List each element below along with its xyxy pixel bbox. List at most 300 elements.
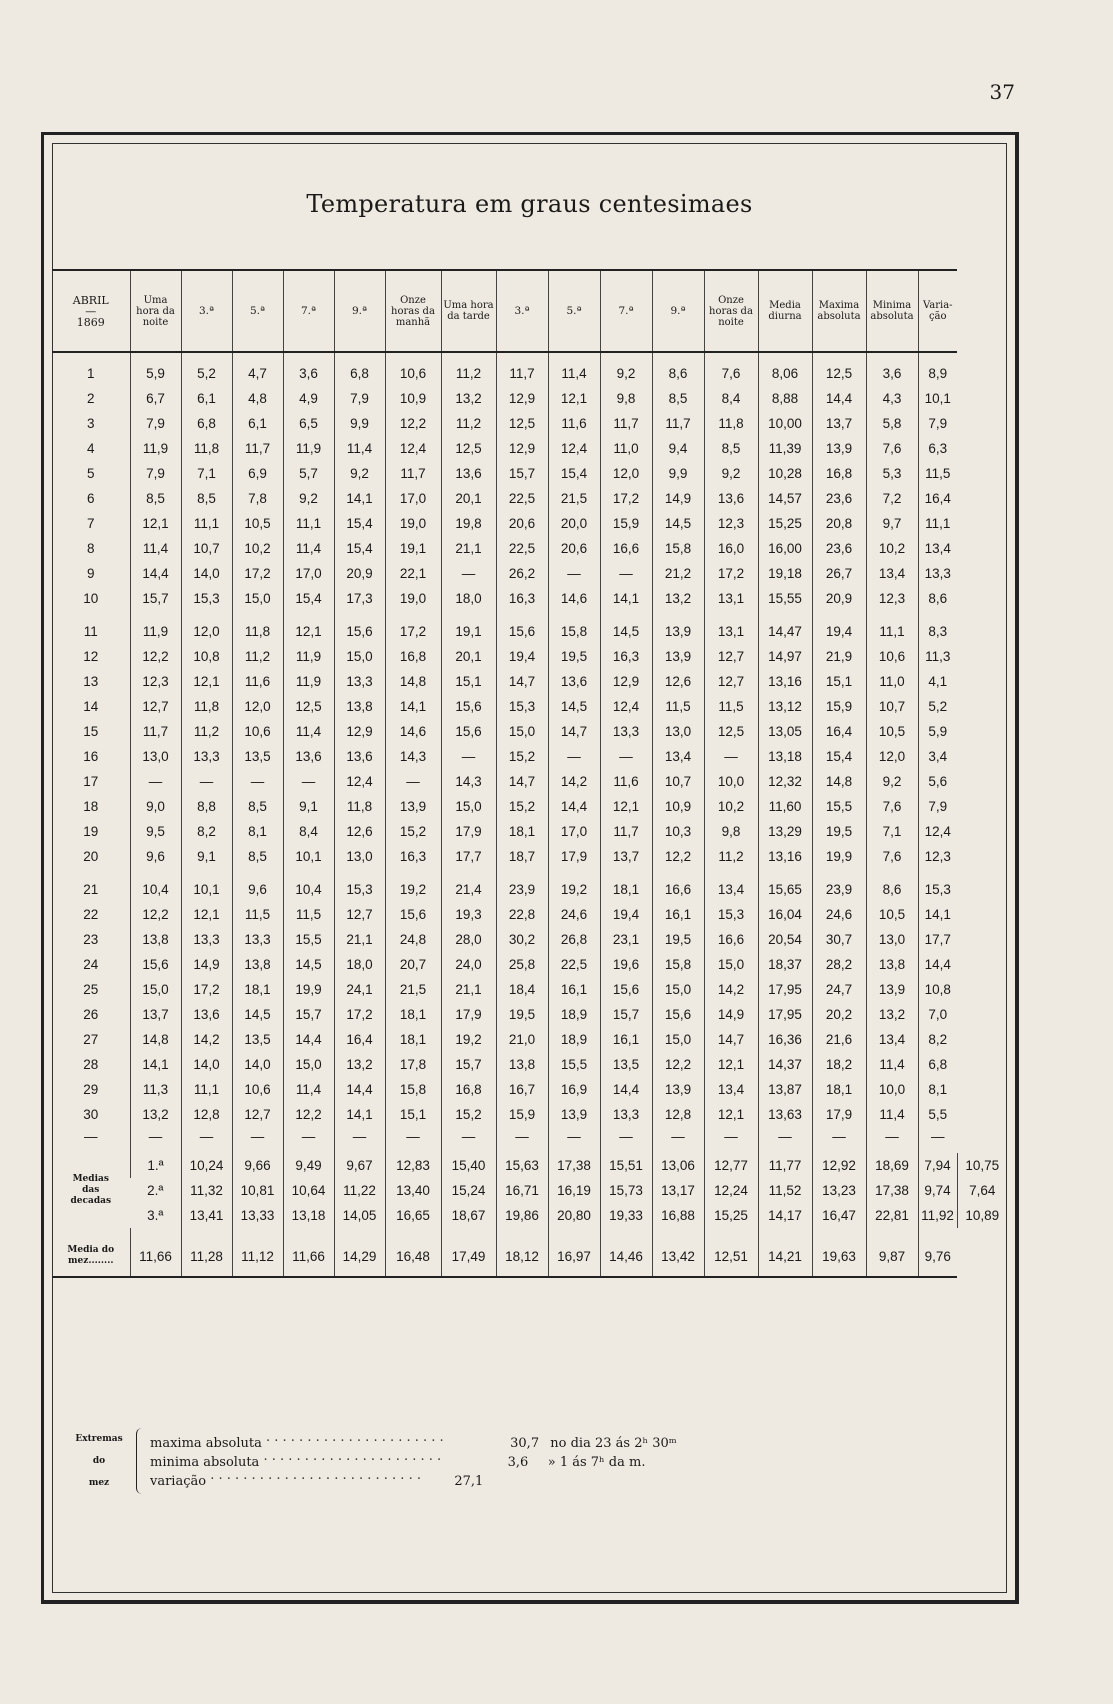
value-cell: 15,6 bbox=[441, 694, 496, 719]
spacer-cell bbox=[334, 869, 385, 877]
value-cell: 8,88 bbox=[758, 386, 812, 411]
extreme-note: no dia 23 ás 2ʰ 30ᵐ bbox=[550, 1436, 677, 1451]
value-cell: 11,6 bbox=[548, 411, 600, 436]
value-cell: 13,8 bbox=[496, 1052, 548, 1077]
value-cell: 10,0 bbox=[866, 1077, 918, 1102]
mean-value: 10,24 bbox=[181, 1153, 232, 1178]
value-cell: 20,8 bbox=[812, 511, 866, 536]
value-cell: 7,9 bbox=[918, 794, 957, 819]
value-cell: 13,0 bbox=[130, 744, 181, 769]
value-cell: 16,3 bbox=[385, 844, 441, 869]
extremes-label bbox=[66, 1428, 132, 1494]
value-cell: 8,5 bbox=[181, 486, 232, 511]
spacer-cell bbox=[385, 869, 441, 877]
value-cell: 17,2 bbox=[704, 561, 758, 586]
spacer-cell bbox=[600, 611, 652, 619]
value-cell: 13,9 bbox=[385, 794, 441, 819]
mean-value: 15,73 bbox=[600, 1178, 652, 1203]
value-cell: 11,8 bbox=[232, 619, 283, 644]
spacer-cell bbox=[283, 1145, 334, 1153]
value-cell: 10,2 bbox=[704, 794, 758, 819]
value-cell: 4,3 bbox=[866, 386, 918, 411]
value-cell: — bbox=[704, 744, 758, 769]
month-mean-value: 14,29 bbox=[334, 1236, 385, 1277]
value-cell: 13,4 bbox=[866, 1027, 918, 1052]
value-cell: 10,0 bbox=[704, 769, 758, 794]
value-cell: 17,2 bbox=[600, 486, 652, 511]
value-cell: 11,1 bbox=[918, 511, 957, 536]
value-cell: 16,1 bbox=[548, 977, 600, 1002]
value-cell: 19,5 bbox=[652, 927, 704, 952]
dash-cell: — bbox=[496, 1127, 548, 1145]
decade-index: 1.ª bbox=[130, 1153, 181, 1178]
table-row bbox=[52, 436, 1007, 461]
table-row bbox=[52, 669, 1007, 694]
value-cell: 10,7 bbox=[181, 536, 232, 561]
spacer-cell bbox=[758, 611, 812, 619]
day-cell: 23 bbox=[83, 932, 99, 947]
value-cell: 12,7 bbox=[704, 644, 758, 669]
mean-value: 13,40 bbox=[385, 1178, 441, 1203]
mean-value: 11,52 bbox=[758, 1178, 812, 1203]
mean-value: 16,71 bbox=[496, 1178, 548, 1203]
value-cell: 14,9 bbox=[181, 952, 232, 977]
value-cell: 11,5 bbox=[283, 902, 334, 927]
value-cell: 19,0 bbox=[385, 511, 441, 536]
day-cell: 16 bbox=[83, 749, 99, 764]
value-cell: 13,87 bbox=[758, 1077, 812, 1102]
spacer-cell bbox=[548, 611, 600, 619]
table-row bbox=[52, 361, 1007, 386]
spacer-cell bbox=[866, 1145, 918, 1153]
value-cell: 4,1 bbox=[918, 669, 957, 694]
value-cell: 15,5 bbox=[812, 794, 866, 819]
value-cell: 5,6 bbox=[918, 769, 957, 794]
spacer-cell bbox=[52, 1145, 130, 1153]
value-cell: 12,32 bbox=[758, 769, 812, 794]
value-cell: — bbox=[441, 744, 496, 769]
value-cell: 11,8 bbox=[704, 411, 758, 436]
value-cell: 15,3 bbox=[704, 902, 758, 927]
value-cell: 15,4 bbox=[812, 744, 866, 769]
value-cell: 19,4 bbox=[496, 644, 548, 669]
mean-value: 15,40 bbox=[441, 1153, 496, 1178]
value-cell: 11,4 bbox=[283, 536, 334, 561]
value-cell: 3,4 bbox=[918, 744, 957, 769]
value-cell: 13,9 bbox=[548, 1102, 600, 1127]
value-cell: 10,6 bbox=[232, 1077, 283, 1102]
value-cell: — bbox=[181, 769, 232, 794]
day-cell: 25 bbox=[83, 982, 99, 997]
spacer-cell bbox=[548, 1228, 600, 1236]
value-cell: 15,5 bbox=[283, 927, 334, 952]
value-cell: 17,2 bbox=[334, 1002, 385, 1027]
value-cell: 18,0 bbox=[334, 952, 385, 977]
spacer-cell bbox=[181, 1145, 232, 1153]
value-cell: 11,1 bbox=[866, 619, 918, 644]
mean-value: 9,66 bbox=[232, 1153, 283, 1178]
value-cell: 13,8 bbox=[866, 952, 918, 977]
dash-cell: — bbox=[548, 1127, 600, 1145]
value-cell: 5,9 bbox=[918, 719, 957, 744]
month-label: ABRIL bbox=[72, 293, 109, 307]
value-cell: 16,0 bbox=[704, 536, 758, 561]
spacer-cell bbox=[704, 869, 758, 877]
value-cell: 3,6 bbox=[866, 361, 918, 386]
value-cell: 10,7 bbox=[866, 694, 918, 719]
value-cell: 21,1 bbox=[441, 536, 496, 561]
value-cell: 14,4 bbox=[548, 794, 600, 819]
value-cell: 20,1 bbox=[441, 486, 496, 511]
spacer-cell bbox=[600, 352, 652, 361]
value-cell: 11,5 bbox=[918, 461, 957, 486]
value-cell: 13,6 bbox=[334, 744, 385, 769]
value-cell: 12,5 bbox=[704, 719, 758, 744]
value-cell: 17,9 bbox=[548, 844, 600, 869]
day-cell: 3 bbox=[86, 416, 95, 431]
value-cell: 14,37 bbox=[758, 1052, 812, 1077]
value-cell: 19,4 bbox=[812, 619, 866, 644]
mean-value: 19,86 bbox=[496, 1203, 548, 1228]
spacer-cell bbox=[496, 1228, 548, 1236]
spacer-cell bbox=[385, 611, 441, 619]
month-mean-value: 18,12 bbox=[496, 1236, 548, 1277]
value-cell: 9,8 bbox=[704, 819, 758, 844]
value-cell: 11,8 bbox=[334, 794, 385, 819]
dash-cell: — bbox=[918, 1127, 957, 1145]
spacer-cell bbox=[181, 611, 232, 619]
value-cell: 10,7 bbox=[652, 769, 704, 794]
value-cell: 12,5 bbox=[496, 411, 548, 436]
table-row bbox=[52, 561, 1007, 586]
value-cell: 7,6 bbox=[866, 794, 918, 819]
value-cell: 11,6 bbox=[600, 769, 652, 794]
spacer-cell bbox=[334, 611, 385, 619]
value-cell: 14,8 bbox=[130, 1027, 181, 1052]
value-cell: 11,7 bbox=[652, 411, 704, 436]
col-header: 7.ª bbox=[283, 270, 334, 352]
value-cell: 22,5 bbox=[496, 536, 548, 561]
value-cell: 5,9 bbox=[130, 361, 181, 386]
decade-mean-row bbox=[52, 1203, 1007, 1228]
extremes-label-line: Extremas bbox=[75, 1434, 123, 1444]
value-cell: 8,8 bbox=[181, 794, 232, 819]
value-cell: 26,8 bbox=[548, 927, 600, 952]
value-cell: 15,6 bbox=[652, 1002, 704, 1027]
spacer-cell bbox=[441, 611, 496, 619]
spacer-cell bbox=[283, 1228, 334, 1236]
value-cell: 21,1 bbox=[334, 927, 385, 952]
day-cell: 29 bbox=[83, 1082, 99, 1097]
value-cell: 15,6 bbox=[441, 719, 496, 744]
value-cell: 10,00 bbox=[758, 411, 812, 436]
month-mean-value: 9,76 bbox=[918, 1236, 957, 1277]
value-cell: 14,5 bbox=[652, 511, 704, 536]
day-cell: 12 bbox=[83, 649, 99, 664]
value-cell: 13,3 bbox=[181, 744, 232, 769]
value-cell: 17,3 bbox=[334, 586, 385, 611]
value-cell: 7,9 bbox=[130, 461, 181, 486]
col-header: 3.ª bbox=[181, 270, 232, 352]
value-cell: 20,0 bbox=[548, 511, 600, 536]
value-cell: 13,4 bbox=[652, 744, 704, 769]
day-cell: 6 bbox=[86, 491, 95, 506]
value-cell: 14,1 bbox=[918, 902, 957, 927]
value-cell: 15,9 bbox=[600, 511, 652, 536]
mean-value: 15,63 bbox=[496, 1153, 548, 1178]
value-cell: 15,3 bbox=[918, 877, 957, 902]
value-cell: 15,0 bbox=[704, 952, 758, 977]
value-cell: 18,9 bbox=[548, 1002, 600, 1027]
value-cell: 7,6 bbox=[866, 844, 918, 869]
value-cell: 12,7 bbox=[232, 1102, 283, 1127]
value-cell: — bbox=[548, 561, 600, 586]
day-cell: 11 bbox=[83, 624, 98, 639]
value-cell: 10,1 bbox=[918, 386, 957, 411]
decade-mean-label-line: das bbox=[82, 1185, 100, 1195]
value-cell: 19,5 bbox=[496, 1002, 548, 1027]
value-cell: 11,3 bbox=[918, 644, 957, 669]
table-row bbox=[52, 536, 1007, 561]
value-cell: 14,7 bbox=[496, 769, 548, 794]
value-cell: 13,1 bbox=[704, 619, 758, 644]
spacer-cell bbox=[283, 352, 334, 361]
table-row bbox=[52, 1102, 1007, 1127]
value-cell: 11,4 bbox=[334, 436, 385, 461]
mean-value: 13,18 bbox=[283, 1203, 334, 1228]
value-cell: 9,6 bbox=[232, 877, 283, 902]
value-cell: 11,7 bbox=[600, 411, 652, 436]
value-cell: 22,5 bbox=[548, 952, 600, 977]
spacer-cell bbox=[866, 1228, 918, 1236]
value-cell: 23,9 bbox=[496, 877, 548, 902]
value-cell: 15,0 bbox=[652, 1027, 704, 1052]
spacer-cell bbox=[441, 352, 496, 361]
value-cell: 14,3 bbox=[441, 769, 496, 794]
value-cell: 11,9 bbox=[283, 669, 334, 694]
value-cell: 17,2 bbox=[232, 561, 283, 586]
value-cell: 18,1 bbox=[812, 1077, 866, 1102]
value-cell: 10,3 bbox=[652, 819, 704, 844]
value-cell: 30,2 bbox=[496, 927, 548, 952]
value-cell: 23,6 bbox=[812, 536, 866, 561]
value-cell: 10,6 bbox=[385, 361, 441, 386]
value-cell: 14,0 bbox=[181, 561, 232, 586]
spacer-cell bbox=[52, 1228, 130, 1236]
spacer-row bbox=[52, 352, 1007, 361]
value-cell: 5,2 bbox=[181, 361, 232, 386]
value-cell: 12,3 bbox=[918, 844, 957, 869]
day-cell: 7 bbox=[86, 516, 95, 531]
spacer-cell bbox=[232, 352, 283, 361]
value-cell: 19,18 bbox=[758, 561, 812, 586]
value-cell: 19,4 bbox=[600, 902, 652, 927]
extreme-leader: . . . . . . . . . . . . . . . . . . . . . . bbox=[266, 1430, 444, 1445]
spacer-cell bbox=[52, 611, 130, 619]
dash-cell: — bbox=[866, 1127, 918, 1145]
value-cell: 12,5 bbox=[441, 436, 496, 461]
mean-value: 10,89 bbox=[957, 1203, 1007, 1228]
value-cell: 6,5 bbox=[283, 411, 334, 436]
value-cell: 14,1 bbox=[334, 486, 385, 511]
value-cell: 12,9 bbox=[334, 719, 385, 744]
value-cell: 21,4 bbox=[441, 877, 496, 902]
value-cell: 15,6 bbox=[496, 619, 548, 644]
value-cell: 21,5 bbox=[385, 977, 441, 1002]
value-cell: 8,5 bbox=[704, 436, 758, 461]
month-mean-value: 13,42 bbox=[652, 1236, 704, 1277]
value-cell: 11,1 bbox=[181, 511, 232, 536]
mean-value: 13,41 bbox=[181, 1203, 232, 1228]
value-cell: 15,6 bbox=[600, 977, 652, 1002]
value-cell: 5,3 bbox=[866, 461, 918, 486]
value-cell: 20,1 bbox=[441, 644, 496, 669]
spacer-cell bbox=[652, 1145, 704, 1153]
value-cell: 11,4 bbox=[866, 1052, 918, 1077]
table-row bbox=[52, 411, 1007, 436]
value-cell: 13,1 bbox=[704, 586, 758, 611]
value-cell: 12,4 bbox=[918, 819, 957, 844]
value-cell: 19,2 bbox=[441, 1027, 496, 1052]
value-cell: 18,0 bbox=[441, 586, 496, 611]
value-cell: 12,1 bbox=[283, 619, 334, 644]
value-cell: 13,6 bbox=[704, 486, 758, 511]
value-cell: — bbox=[548, 744, 600, 769]
spacer-cell bbox=[866, 352, 918, 361]
value-cell: 14,2 bbox=[704, 977, 758, 1002]
spacer-cell bbox=[548, 1145, 600, 1153]
value-cell: 11,0 bbox=[866, 669, 918, 694]
day-cell: 5 bbox=[86, 466, 95, 481]
mean-value: 17,38 bbox=[866, 1178, 918, 1203]
value-cell: 15,6 bbox=[385, 902, 441, 927]
value-cell: 15,1 bbox=[441, 669, 496, 694]
value-cell: 11,2 bbox=[181, 719, 232, 744]
mean-value: 19,33 bbox=[600, 1203, 652, 1228]
value-cell: 14,1 bbox=[334, 1102, 385, 1127]
value-cell: 15,3 bbox=[334, 877, 385, 902]
value-cell: 14,6 bbox=[385, 719, 441, 744]
value-cell: 11,4 bbox=[283, 719, 334, 744]
value-cell: 14,4 bbox=[283, 1027, 334, 1052]
value-cell: 5,8 bbox=[866, 411, 918, 436]
value-cell: 9,2 bbox=[600, 361, 652, 386]
value-cell: 18,1 bbox=[496, 819, 548, 844]
extremes-rows bbox=[150, 1428, 677, 1489]
value-cell: 10,5 bbox=[866, 902, 918, 927]
value-cell: 7,1 bbox=[181, 461, 232, 486]
value-cell: 11,4 bbox=[548, 361, 600, 386]
value-cell: 15,25 bbox=[758, 511, 812, 536]
col-header: 9.ª bbox=[652, 270, 704, 352]
value-cell: 13,6 bbox=[441, 461, 496, 486]
table-row bbox=[52, 719, 1007, 744]
mean-value: 12,92 bbox=[812, 1153, 866, 1178]
dash-cell: — bbox=[181, 1127, 232, 1145]
value-cell: 13,6 bbox=[283, 744, 334, 769]
value-cell: 14,97 bbox=[758, 644, 812, 669]
value-cell: 16,6 bbox=[600, 536, 652, 561]
value-cell: 16,04 bbox=[758, 902, 812, 927]
value-cell: 15,6 bbox=[130, 952, 181, 977]
mean-value: 15,24 bbox=[441, 1178, 496, 1203]
year-label: 1869 bbox=[76, 315, 105, 329]
value-cell: 11,5 bbox=[704, 694, 758, 719]
value-cell: 9,1 bbox=[283, 794, 334, 819]
value-cell: 16,3 bbox=[496, 586, 548, 611]
value-cell: 12,9 bbox=[600, 669, 652, 694]
value-cell: 18,1 bbox=[600, 877, 652, 902]
value-cell: 7,8 bbox=[232, 486, 283, 511]
table-row bbox=[52, 1002, 1007, 1027]
table-row bbox=[52, 927, 1007, 952]
day-cell: 15 bbox=[83, 724, 99, 739]
value-cell: 15,9 bbox=[812, 694, 866, 719]
value-cell: 14,4 bbox=[812, 386, 866, 411]
value-cell: 17,8 bbox=[385, 1052, 441, 1077]
decade-mean-label-line: Medias bbox=[72, 1174, 109, 1184]
value-cell: 14,9 bbox=[652, 486, 704, 511]
month-mean-label-line: Media do bbox=[67, 1245, 115, 1255]
value-cell: 24,6 bbox=[812, 902, 866, 927]
value-cell: 13,2 bbox=[334, 1052, 385, 1077]
value-cell: 19,2 bbox=[385, 877, 441, 902]
spacer-cell bbox=[704, 611, 758, 619]
value-cell: — bbox=[232, 769, 283, 794]
spacer-cell bbox=[758, 352, 812, 361]
value-cell: 20,9 bbox=[812, 586, 866, 611]
mean-value: 17,38 bbox=[548, 1153, 600, 1178]
dash-cell: — bbox=[812, 1127, 866, 1145]
day-cell: 26 bbox=[83, 1007, 99, 1022]
value-cell: 11,9 bbox=[283, 644, 334, 669]
extremes-brace bbox=[136, 1428, 145, 1494]
value-cell: 7,6 bbox=[704, 361, 758, 386]
value-cell: 11,6 bbox=[232, 669, 283, 694]
value-cell: 11,8 bbox=[181, 436, 232, 461]
table-row bbox=[52, 586, 1007, 611]
value-cell: 16,9 bbox=[548, 1077, 600, 1102]
value-cell: 8,1 bbox=[232, 819, 283, 844]
value-cell: 20,9 bbox=[334, 561, 385, 586]
col-header: Media diurna bbox=[758, 270, 812, 352]
value-cell: 21,6 bbox=[812, 1027, 866, 1052]
mean-value: 11,92 bbox=[918, 1203, 957, 1228]
mean-value: 13,23 bbox=[812, 1178, 866, 1203]
table-row bbox=[52, 1052, 1007, 1077]
value-cell: 9,6 bbox=[130, 844, 181, 869]
value-cell: 12,2 bbox=[385, 411, 441, 436]
value-cell: 13,4 bbox=[918, 536, 957, 561]
dash-cell: — bbox=[232, 1127, 283, 1145]
table-row bbox=[52, 644, 1007, 669]
value-cell: 15,1 bbox=[385, 1102, 441, 1127]
value-cell: 8,6 bbox=[866, 877, 918, 902]
day-cell: 8 bbox=[86, 541, 95, 556]
decade-index: 2.ª bbox=[147, 1183, 164, 1198]
value-cell: 10,8 bbox=[918, 977, 957, 1002]
value-cell: 12,6 bbox=[652, 669, 704, 694]
value-cell: 8,4 bbox=[283, 819, 334, 844]
month-mean-value: 11,28 bbox=[181, 1236, 232, 1277]
day-cell: 28 bbox=[83, 1057, 99, 1072]
value-cell: 12,2 bbox=[130, 644, 181, 669]
value-cell: 12,4 bbox=[600, 694, 652, 719]
value-cell: 23,6 bbox=[812, 486, 866, 511]
value-cell: 17,2 bbox=[181, 977, 232, 1002]
value-cell: 19,8 bbox=[441, 511, 496, 536]
day-cell: 27 bbox=[83, 1032, 99, 1047]
